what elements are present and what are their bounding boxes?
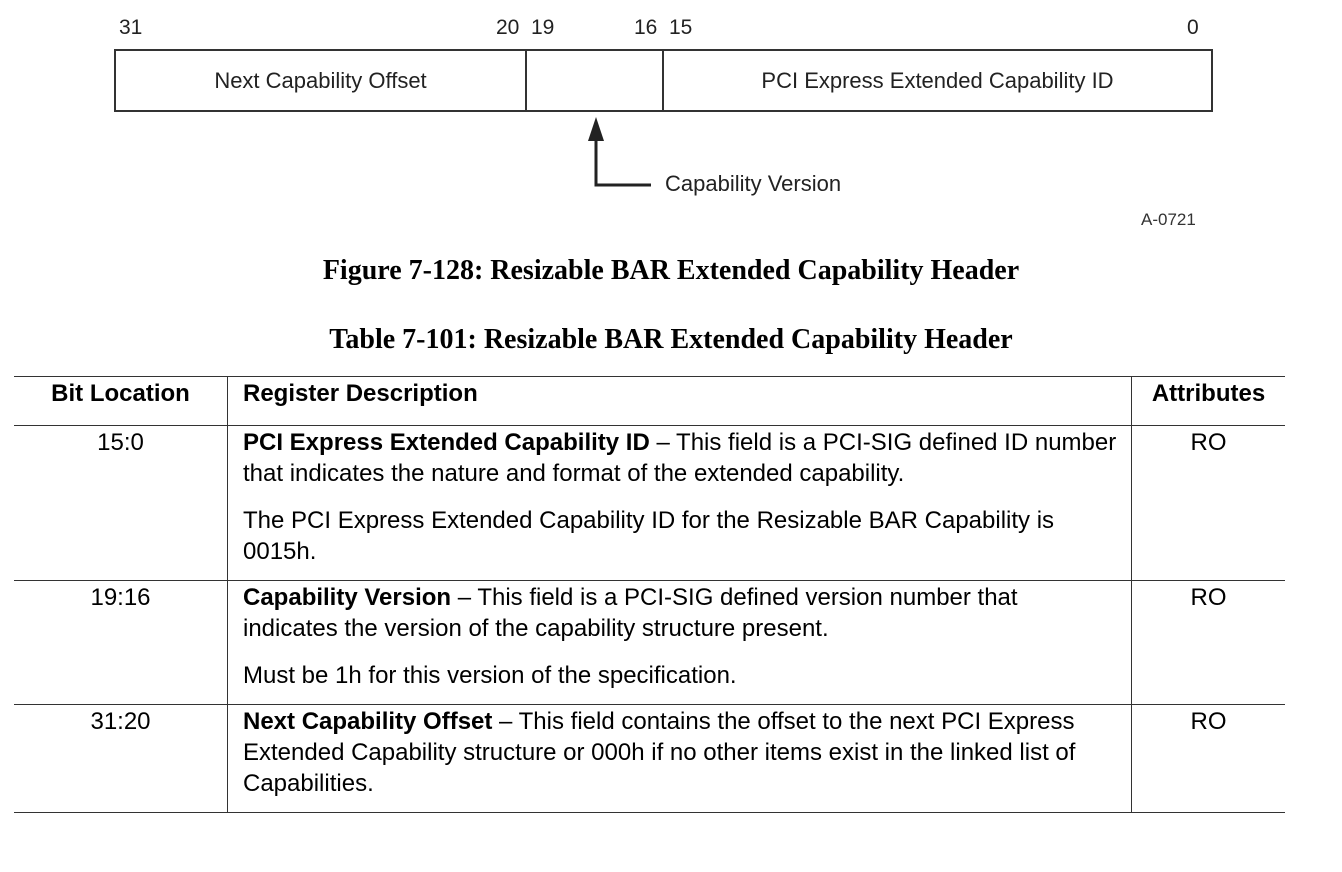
attribute-cell: RO [1132,705,1286,813]
capability-version-callout: Capability Version [665,171,842,196]
table-row [14,705,1285,813]
bit-label-31: 31 [119,16,143,39]
table-row [14,581,1285,705]
description-paragraph [243,427,1117,489]
attribute-cell: RO [1132,426,1286,581]
description-cell [228,705,1132,813]
bit-location-cell: 15:0 [14,426,228,581]
bit-label-15: 15 [669,16,693,39]
description-paragraph [243,706,1117,799]
version-callout-arrow [0,0,1342,240]
table-caption: Table 7-101: Resizable BAR Extended Capability Header [329,324,1013,355]
attribute-cell: RO [1132,581,1286,705]
header-register-description: Register Description [228,377,1132,426]
description-cell [228,426,1132,581]
field-capability-id: PCI Express Extended Capability ID [761,67,1114,93]
header-attributes: Attributes [1132,377,1286,426]
field-name: Capability Version [243,584,452,611]
field-name: Next Capability Offset [243,708,493,735]
description-paragraph [243,582,1117,644]
table-row [14,426,1285,581]
table-header-row [14,377,1285,426]
description-cell [228,581,1132,705]
field-description: – This field is a PCI-SIG defined version number that indicates the version of the capability structure present. [243,584,1018,642]
bit-label-16: 16 [634,16,658,39]
bit-label-0: 0 [1187,16,1199,39]
register-table [14,376,1285,813]
description-note: The PCI Express Extended Capability ID for the Resizable BAR Capability is 0015h. [243,507,1055,565]
field-description: – This field contains the offset to the next PCI Express Extended Capability structure or 000h if no other items exist in the linked list of Capabilities. [243,708,1076,797]
bit-location-cell: 31:20 [14,705,228,813]
field-name: PCI Express Extended Capability ID [243,429,650,456]
figure-caption: Figure 7-128: Resizable BAR Extended Capability Header [322,255,1020,286]
description-note: Must be 1h for this version of the specification. [243,662,737,689]
field-next-capability-offset: Next Capability Offset [214,67,427,93]
bit-location-cell: 19:16 [14,581,228,705]
figure-id: A-0721 [1141,210,1196,229]
register-diagram [0,0,1342,240]
bit-label-19: 19 [531,16,555,39]
header-bit-location: Bit Location [14,377,228,426]
bit-label-20: 20 [496,16,520,39]
field-description: – This field is a PCI-SIG defined ID number that indicates the nature and format of the extended capability. [243,429,1117,487]
